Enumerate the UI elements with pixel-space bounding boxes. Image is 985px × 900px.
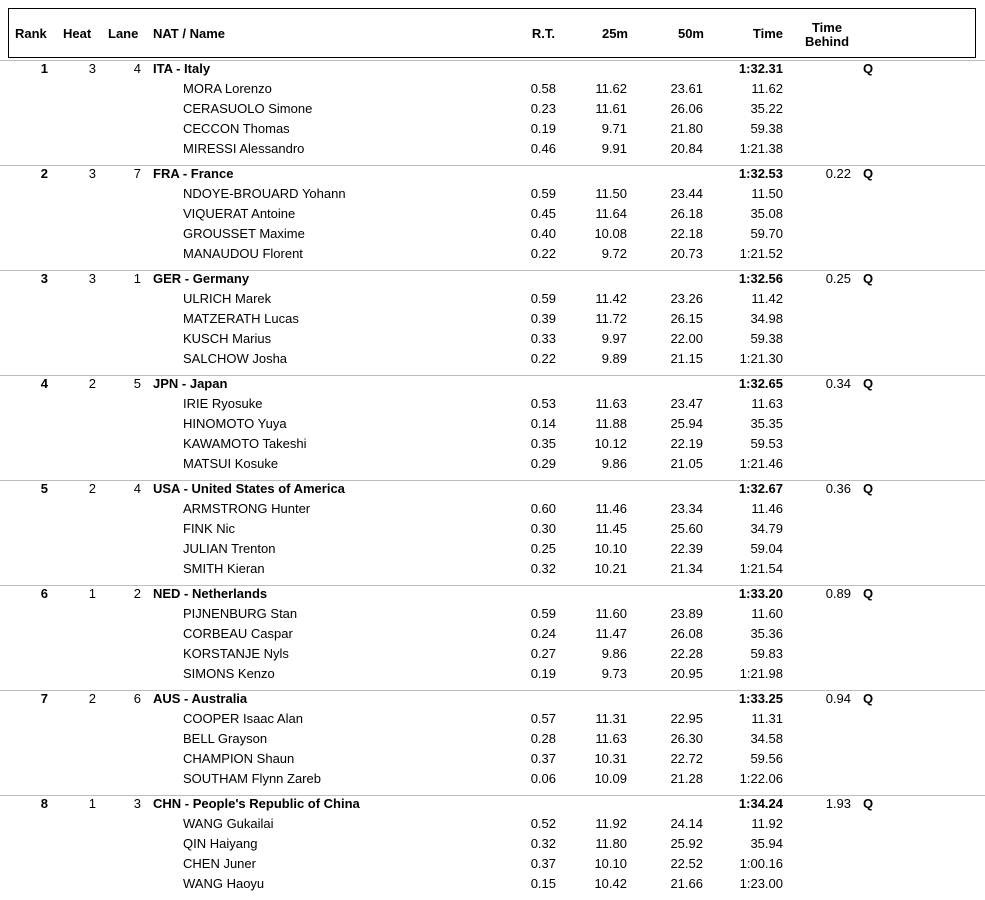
swimmer-time: 59.38 bbox=[750, 121, 783, 136]
team-lane: 5 bbox=[133, 376, 141, 391]
swimmer-time: 11.60 bbox=[751, 606, 783, 621]
swimmer-time: 34.79 bbox=[750, 521, 783, 536]
swimmer-time: 35.36 bbox=[750, 626, 783, 641]
swimmer-time: 1:23.00 bbox=[739, 876, 783, 891]
swimmer-name: GROUSSET Maxime bbox=[183, 226, 305, 241]
swimmer-reaction-time: 0.25 bbox=[530, 541, 556, 556]
swimmer-name: SALCHOW Josha bbox=[183, 351, 288, 366]
header-time-behind bbox=[797, 21, 857, 49]
swimmer-split-25m: 11.72 bbox=[595, 311, 627, 326]
swimmer-time: 1:21.52 bbox=[739, 246, 783, 261]
team-block bbox=[0, 795, 985, 900]
swimmer-name: ARMSTRONG Hunter bbox=[183, 501, 311, 516]
swimmer-name: HINOMOTO Yuya bbox=[183, 416, 287, 431]
swimmer-name: VIQUERAT Antoine bbox=[183, 206, 296, 221]
swimmer-name: MATZERATH Lucas bbox=[183, 311, 299, 326]
swimmer-time: 1:21.38 bbox=[739, 141, 783, 156]
header-time-behind-line1: Time bbox=[811, 20, 843, 35]
swimmer-time: 59.53 bbox=[750, 436, 783, 451]
team-rank: 6 bbox=[40, 586, 48, 601]
qualified-mark: Q bbox=[863, 376, 874, 391]
swimmer-name: BELL Grayson bbox=[183, 731, 268, 746]
swimmer-split-50m: 21.66 bbox=[670, 876, 703, 891]
qualified-mark: Q bbox=[863, 691, 874, 706]
swimmer-name: MATSUI Kosuke bbox=[183, 456, 279, 471]
swimmer-split-50m: 25.94 bbox=[670, 416, 703, 431]
swimmer-name: MANAUDOU Florent bbox=[183, 246, 303, 261]
swimmer-reaction-time: 0.23 bbox=[530, 101, 556, 116]
swimmer-reaction-time: 0.57 bbox=[530, 711, 556, 726]
swimmer-split-50m: 25.92 bbox=[670, 836, 703, 851]
team-time-behind: 0.34 bbox=[825, 376, 851, 391]
swimmer-reaction-time: 0.24 bbox=[530, 626, 556, 641]
swimmer-split-25m: 11.92 bbox=[595, 816, 627, 831]
swimmer-split-50m: 23.34 bbox=[670, 501, 703, 516]
swimmer-reaction-time: 0.30 bbox=[530, 521, 556, 536]
swimmer-time: 35.22 bbox=[750, 101, 783, 116]
team-nation-name: ITA - Italy bbox=[153, 61, 211, 76]
swimmer-reaction-time: 0.06 bbox=[530, 771, 556, 786]
team-heat: 3 bbox=[88, 271, 96, 286]
swimmer-reaction-time: 0.14 bbox=[530, 416, 556, 431]
header-heat: Heat bbox=[63, 26, 92, 41]
team-nation-name: JPN - Japan bbox=[153, 376, 228, 391]
swimmer-split-25m: 10.42 bbox=[594, 876, 627, 891]
swimmer-name: IRIE Ryosuke bbox=[183, 396, 263, 411]
swimmer-reaction-time: 0.32 bbox=[530, 836, 556, 851]
team-lane: 7 bbox=[133, 166, 141, 181]
swimmer-reaction-time: 0.45 bbox=[530, 206, 556, 221]
swimmer-name: COOPER Isaac Alan bbox=[183, 711, 303, 726]
swimmer-split-50m: 24.14 bbox=[670, 816, 703, 831]
team-time-behind: 0.25 bbox=[825, 271, 851, 286]
swimmer-name: KUSCH Marius bbox=[183, 331, 272, 346]
swimmer-name: KORSTANJE Nyls bbox=[183, 646, 289, 661]
swimmer-split-25m: 11.47 bbox=[595, 626, 627, 641]
swimmer-time: 1:00.16 bbox=[739, 856, 783, 871]
team-block bbox=[0, 375, 985, 480]
swimmer-split-50m: 26.08 bbox=[670, 626, 703, 641]
swimmer-name: JULIAN Trenton bbox=[183, 541, 276, 556]
swimmer-split-25m: 11.80 bbox=[595, 836, 627, 851]
swimmer-split-25m: 11.42 bbox=[595, 291, 627, 306]
swimmer-split-25m: 11.46 bbox=[595, 501, 627, 516]
swimmer-split-50m: 23.61 bbox=[670, 81, 703, 96]
swimmer-time: 1:21.54 bbox=[739, 561, 783, 576]
team-time: 1:33.20 bbox=[738, 586, 783, 601]
swimmer-split-50m: 26.06 bbox=[670, 101, 703, 116]
swimmer-split-50m: 20.84 bbox=[670, 141, 703, 156]
swimmer-time: 34.98 bbox=[750, 311, 783, 326]
swimmer-split-25m: 9.86 bbox=[601, 646, 627, 661]
swimmer-name: CECCON Thomas bbox=[183, 121, 290, 136]
swimmer-split-50m: 26.18 bbox=[670, 206, 703, 221]
header-nat-name: NAT / Name bbox=[153, 26, 225, 41]
team-block bbox=[0, 585, 985, 690]
swimmer-time: 59.38 bbox=[750, 331, 783, 346]
swimmer-time: 11.31 bbox=[751, 711, 783, 726]
team-heat: 3 bbox=[88, 61, 96, 76]
swimmer-split-25m: 10.10 bbox=[594, 541, 627, 556]
team-rank: 4 bbox=[40, 376, 48, 391]
qualified-mark: Q bbox=[863, 796, 874, 811]
swimmer-reaction-time: 0.22 bbox=[530, 246, 556, 261]
swimmer-name: QIN Haiyang bbox=[183, 836, 258, 851]
swimmer-split-50m: 21.80 bbox=[670, 121, 703, 136]
swimmer-time: 34.58 bbox=[750, 731, 783, 746]
swimmer-reaction-time: 0.59 bbox=[530, 186, 556, 201]
qualified-mark: Q bbox=[863, 481, 874, 496]
swimmer-split-25m: 10.08 bbox=[594, 226, 627, 241]
team-rank: 3 bbox=[40, 271, 48, 286]
team-lane: 1 bbox=[133, 271, 141, 286]
team-time: 1:32.31 bbox=[738, 61, 783, 76]
swimmer-split-25m: 10.12 bbox=[594, 436, 627, 451]
swimmer-name: CHEN Juner bbox=[183, 856, 256, 871]
swimmer-split-50m: 23.44 bbox=[670, 186, 703, 201]
swimmer-time: 35.35 bbox=[750, 416, 783, 431]
team-time-behind: 0.94 bbox=[825, 691, 851, 706]
team-heat: 2 bbox=[88, 376, 96, 391]
team-time: 1:33.25 bbox=[738, 691, 783, 706]
swimmer-name: CERASUOLO Simone bbox=[183, 101, 313, 116]
team-nation-name: CHN - People's Republic of China bbox=[153, 796, 360, 811]
swimmer-reaction-time: 0.15 bbox=[530, 876, 556, 891]
team-nation-name: USA - United States of America bbox=[153, 481, 345, 496]
header-lane: Lane bbox=[108, 26, 139, 41]
swimmer-split-50m: 21.34 bbox=[670, 561, 703, 576]
team-block bbox=[0, 480, 985, 585]
swimmer-name: PIJNENBURG Stan bbox=[183, 606, 298, 621]
swimmer-reaction-time: 0.37 bbox=[530, 751, 556, 766]
qualified-mark: Q bbox=[863, 586, 874, 601]
team-lane: 3 bbox=[133, 796, 141, 811]
swimmer-name: MORA Lorenzo bbox=[183, 81, 272, 96]
swimmer-time: 11.46 bbox=[751, 501, 783, 516]
swimmer-reaction-time: 0.58 bbox=[530, 81, 556, 96]
swimmer-name: CORBEAU Caspar bbox=[183, 626, 293, 641]
swimmer-name: SMITH Kieran bbox=[183, 561, 265, 576]
swimmer-split-50m: 22.95 bbox=[670, 711, 703, 726]
swimmer-time: 1:22.06 bbox=[739, 771, 783, 786]
swimmer-split-25m: 11.62 bbox=[595, 81, 627, 96]
swimmer-reaction-time: 0.39 bbox=[530, 311, 556, 326]
team-nation-name: FRA - France bbox=[153, 166, 234, 181]
swimmer-split-25m: 11.63 bbox=[595, 731, 627, 746]
swimmer-split-25m: 11.60 bbox=[595, 606, 627, 621]
swimmer-split-50m: 23.47 bbox=[670, 396, 703, 411]
team-lane: 6 bbox=[133, 691, 141, 706]
swimmer-split-25m: 9.71 bbox=[601, 121, 627, 136]
swimmer-split-50m: 20.95 bbox=[670, 666, 703, 681]
results-header bbox=[8, 8, 976, 58]
swimmer-time: 11.63 bbox=[751, 396, 783, 411]
swimmer-split-25m: 9.89 bbox=[601, 351, 627, 366]
swimmer-reaction-time: 0.59 bbox=[530, 291, 556, 306]
swimmer-reaction-time: 0.59 bbox=[530, 606, 556, 621]
team-rank: 5 bbox=[40, 481, 48, 496]
swimmer-time: 35.94 bbox=[750, 836, 783, 851]
swimmer-split-50m: 22.72 bbox=[670, 751, 703, 766]
swimmer-split-50m: 26.30 bbox=[670, 731, 703, 746]
swimmer-time: 11.92 bbox=[751, 816, 783, 831]
swimmer-reaction-time: 0.60 bbox=[530, 501, 556, 516]
team-nation-name: AUS - Australia bbox=[153, 691, 248, 706]
swimmer-reaction-time: 0.19 bbox=[530, 666, 556, 681]
swimmer-split-50m: 21.05 bbox=[670, 456, 703, 471]
swimmer-split-25m: 9.86 bbox=[601, 456, 627, 471]
team-block bbox=[0, 270, 985, 375]
swimmer-reaction-time: 0.37 bbox=[530, 856, 556, 871]
swimmer-split-50m: 22.39 bbox=[670, 541, 703, 556]
swimmer-name: ULRICH Marek bbox=[183, 291, 272, 306]
team-heat: 2 bbox=[88, 691, 96, 706]
swimmer-split-50m: 22.52 bbox=[670, 856, 703, 871]
swimmer-name: FINK Nic bbox=[183, 521, 235, 536]
swimmer-reaction-time: 0.28 bbox=[530, 731, 556, 746]
swimmer-split-50m: 22.28 bbox=[670, 646, 703, 661]
team-time-behind: 0.36 bbox=[825, 481, 851, 496]
swimmer-split-25m: 11.45 bbox=[595, 521, 627, 536]
header-rank: Rank bbox=[15, 26, 47, 41]
swimmer-reaction-time: 0.40 bbox=[530, 226, 556, 241]
qualified-mark: Q bbox=[863, 166, 874, 181]
swimmer-split-25m: 9.97 bbox=[601, 331, 627, 346]
swimmer-split-25m: 9.72 bbox=[601, 246, 627, 261]
swimmer-time: 11.50 bbox=[751, 186, 783, 201]
header-split-50m: 50m bbox=[677, 26, 704, 41]
team-heat: 3 bbox=[88, 166, 96, 181]
swimmer-split-25m: 10.10 bbox=[594, 856, 627, 871]
team-block bbox=[0, 60, 985, 165]
swimmer-time: 59.04 bbox=[750, 541, 783, 556]
swimmer-name: WANG Gukailai bbox=[183, 816, 274, 831]
team-time-behind: 1.93 bbox=[825, 796, 851, 811]
swimmer-split-50m: 21.28 bbox=[670, 771, 703, 786]
results-table bbox=[0, 60, 985, 900]
swimmer-time: 1:21.30 bbox=[739, 351, 783, 366]
swimmer-split-25m: 10.31 bbox=[594, 751, 627, 766]
team-rank: 1 bbox=[40, 61, 48, 76]
team-lane: 2 bbox=[133, 586, 141, 601]
swimmer-split-25m: 11.31 bbox=[595, 711, 627, 726]
swimmer-reaction-time: 0.53 bbox=[530, 396, 556, 411]
swimmer-split-50m: 25.60 bbox=[670, 521, 703, 536]
swimmer-time: 11.42 bbox=[751, 291, 783, 306]
team-time: 1:32.56 bbox=[738, 271, 783, 286]
swimmer-split-50m: 22.18 bbox=[670, 226, 703, 241]
swimmer-reaction-time: 0.29 bbox=[530, 456, 556, 471]
swimmer-reaction-time: 0.35 bbox=[530, 436, 556, 451]
swimmer-split-50m: 21.15 bbox=[670, 351, 703, 366]
team-nation-name: GER - Germany bbox=[153, 271, 250, 286]
team-block bbox=[0, 690, 985, 795]
team-time: 1:32.65 bbox=[738, 376, 783, 391]
swimmer-reaction-time: 0.52 bbox=[530, 816, 556, 831]
team-nation-name: NED - Netherlands bbox=[153, 586, 268, 601]
swimmer-split-25m: 11.88 bbox=[595, 416, 627, 431]
swimmer-split-25m: 9.73 bbox=[601, 666, 627, 681]
swimmer-split-25m: 11.61 bbox=[595, 101, 627, 116]
team-heat: 1 bbox=[88, 796, 96, 811]
swimmer-name: SOUTHAM Flynn Zareb bbox=[183, 771, 321, 786]
team-heat: 1 bbox=[88, 586, 96, 601]
header-time-behind-line2: Behind bbox=[804, 34, 850, 49]
swimmer-time: 59.70 bbox=[750, 226, 783, 241]
team-heat: 2 bbox=[88, 481, 96, 496]
team-time: 1:32.67 bbox=[738, 481, 783, 496]
team-time-behind: 0.22 bbox=[825, 166, 851, 181]
header-split-25m: 25m bbox=[601, 26, 628, 41]
swimmer-time: 1:21.46 bbox=[739, 456, 783, 471]
swimmer-reaction-time: 0.19 bbox=[530, 121, 556, 136]
swimmer-split-50m: 22.00 bbox=[670, 331, 703, 346]
swimmer-time: 11.62 bbox=[751, 81, 783, 96]
swimmer-split-50m: 22.19 bbox=[670, 436, 703, 451]
header-time: Time bbox=[752, 26, 783, 41]
swimmer-name: CHAMPION Shaun bbox=[183, 751, 295, 766]
swimmer-reaction-time: 0.32 bbox=[530, 561, 556, 576]
swimmer-time: 35.08 bbox=[750, 206, 783, 221]
swimmer-name: MIRESSI Alessandro bbox=[183, 141, 305, 156]
swimmer-reaction-time: 0.46 bbox=[530, 141, 556, 156]
team-block bbox=[0, 165, 985, 270]
team-rank: 8 bbox=[40, 796, 48, 811]
swimmer-split-25m: 11.50 bbox=[595, 186, 627, 201]
team-lane: 4 bbox=[133, 61, 141, 76]
qualified-mark: Q bbox=[863, 271, 874, 286]
swimmer-split-25m: 10.21 bbox=[594, 561, 627, 576]
team-rank: 7 bbox=[40, 691, 48, 706]
header-reaction-time: R.T. bbox=[531, 26, 555, 41]
swimmer-name: SIMONS Kenzo bbox=[183, 666, 275, 681]
swimmer-split-25m: 11.64 bbox=[595, 206, 627, 221]
team-lane: 4 bbox=[133, 481, 141, 496]
swimmer-split-25m: 11.63 bbox=[595, 396, 627, 411]
swimmer-split-25m: 9.91 bbox=[601, 141, 627, 156]
swimmer-split-50m: 20.73 bbox=[670, 246, 703, 261]
swimmer-reaction-time: 0.27 bbox=[530, 646, 556, 661]
swimmer-name: WANG Haoyu bbox=[183, 876, 265, 891]
swimmer-reaction-time: 0.22 bbox=[530, 351, 556, 366]
team-time-behind: 0.89 bbox=[825, 586, 851, 601]
swimmer-split-25m: 10.09 bbox=[594, 771, 627, 786]
team-time: 1:32.53 bbox=[738, 166, 783, 181]
qualified-mark: Q bbox=[863, 61, 874, 76]
swimmer-time: 59.83 bbox=[750, 646, 783, 661]
swimmer-name: NDOYE-BROUARD Yohann bbox=[183, 186, 346, 201]
swimmer-name: KAWAMOTO Takeshi bbox=[183, 436, 307, 451]
swimmer-time: 1:21.98 bbox=[739, 666, 783, 681]
swimmer-time: 59.56 bbox=[750, 751, 783, 766]
team-time: 1:34.24 bbox=[738, 796, 783, 811]
swimmer-split-50m: 26.15 bbox=[670, 311, 703, 326]
swimmer-split-50m: 23.89 bbox=[670, 606, 703, 621]
swimmer-split-50m: 23.26 bbox=[670, 291, 703, 306]
team-rank: 2 bbox=[40, 166, 48, 181]
swimmer-reaction-time: 0.33 bbox=[530, 331, 556, 346]
